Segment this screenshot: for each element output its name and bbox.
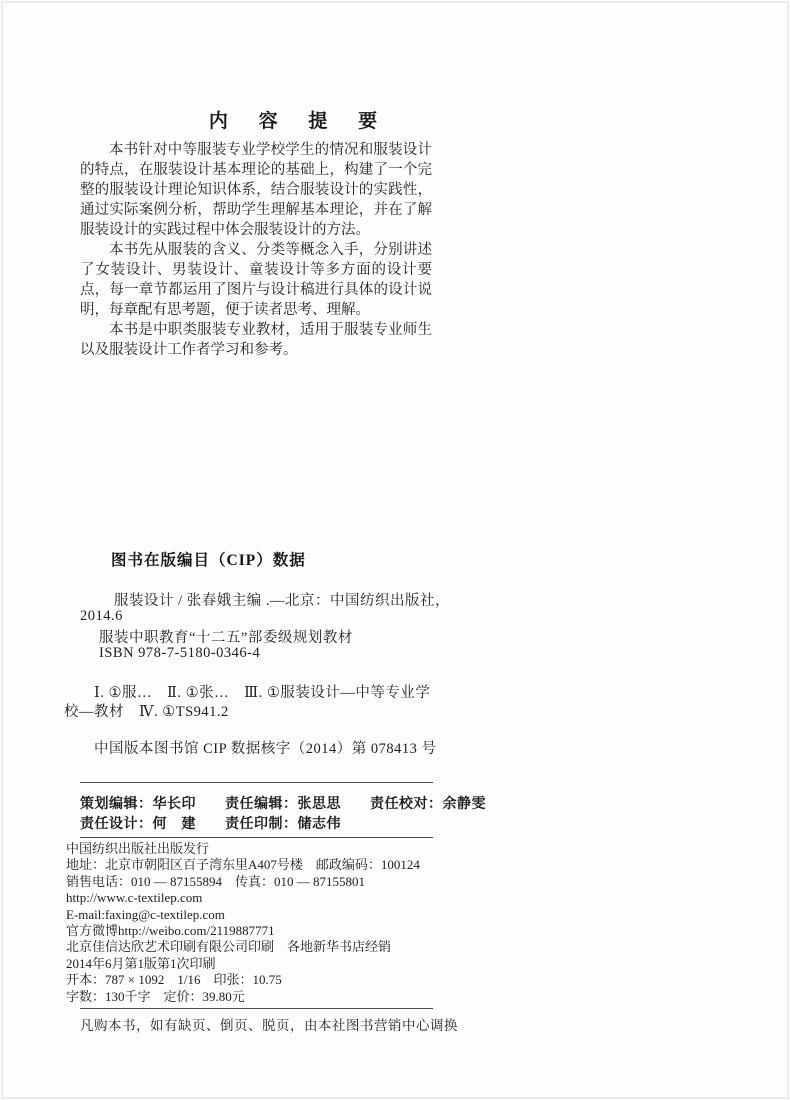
cip-class-line1: Ⅰ. ①服… Ⅱ. ①张… Ⅲ. ①服装设计—中等专业学 — [94, 685, 431, 701]
price-line: 字数：130千字 定价：39.80元 — [66, 988, 245, 1004]
printer-line: 北京佳信达欣艺术印刷有限公司印刷 各地新华书店经销 — [66, 939, 392, 955]
exchange-notice: 凡购本书，如有缺页、倒页、脱页，由本社图书营销中心调换 — [80, 1018, 458, 1033]
cip-class-line2: 校—教材 Ⅳ. ①TS941.2 — [64, 704, 229, 720]
summary-paragraph: 本书是中职类服装专业教材，适用于服装专业师生以及服装设计工作者学习和参考。 — [80, 322, 432, 358]
cip-year: 2014.6 — [80, 608, 123, 624]
format-line: 开本：787 × 1092 1/16 印张：10.75 — [66, 972, 282, 988]
publisher-weibo-line: 官方微博http://weibo.com/2119887771 — [66, 923, 275, 939]
publisher-address-line: 地址：北京市朝阳区百子湾东里A407号楼 邮政编码：100124 — [66, 857, 420, 873]
publisher-website-line: http://www.c-textilep.com — [66, 890, 203, 906]
horizontal-rule — [80, 837, 433, 838]
horizontal-rule — [80, 1008, 433, 1009]
cip-record-number: 中国版本图书馆 CIP 数据核字（2014）第 078413 号 — [94, 741, 437, 757]
credits-line-1: 策划编辑：华长印 责任编辑：张思思 责任校对：余静雯 — [80, 797, 486, 812]
cip-book-line: 服装设计 / 张春娥主编 .—北京：中国纺织出版社， — [114, 593, 451, 609]
horizontal-rule — [80, 782, 433, 783]
publisher-email-line: E-mail:faxing@c-textilep.com — [66, 906, 225, 922]
cip-isbn: ISBN 978-7-5180-0346-4 — [99, 645, 261, 661]
publisher-phone-line: 销售电话：010 — 87155894 传真：010 — 87155801 — [66, 873, 366, 889]
credits-line-2: 责任设计：何 建 责任印制：储志伟 — [80, 817, 341, 832]
edition-line: 2014年6月第1版第1次印刷 — [66, 955, 216, 971]
summary-title: 内 容 提 要 — [208, 111, 391, 132]
cip-series: 服装中职教育“十二五”部委级规划教材 — [99, 630, 353, 646]
publisher-info-block — [66, 841, 486, 1005]
summary-paragraph: 本书针对中等服装专业学校学生的情况和服装设计的特点，在服装设计基本理论的基础上，构建了一个完整的服装设计理论知识体系，结合服装设计的实践性，通过实际案例分析，帮助学生理解基本理论，并在了解服装设计的实践过程中体会服装设计的方法。 — [80, 142, 432, 238]
summary-body — [80, 140, 432, 360]
publisher-line: 中国纺织出版社出版发行 — [66, 841, 210, 856]
cip-heading: 图书在版编目（CIP）数据 — [111, 552, 306, 569]
summary-paragraph: 本书先从服装的含义、分类等概念入手，分别讲述了女装设计、男装设计、童装设计等多方面的设计要点，每一章节都运用了图片与设计稿进行具体的设计说明，每章配有思考题，便于读者思考、理解。 — [80, 242, 432, 318]
